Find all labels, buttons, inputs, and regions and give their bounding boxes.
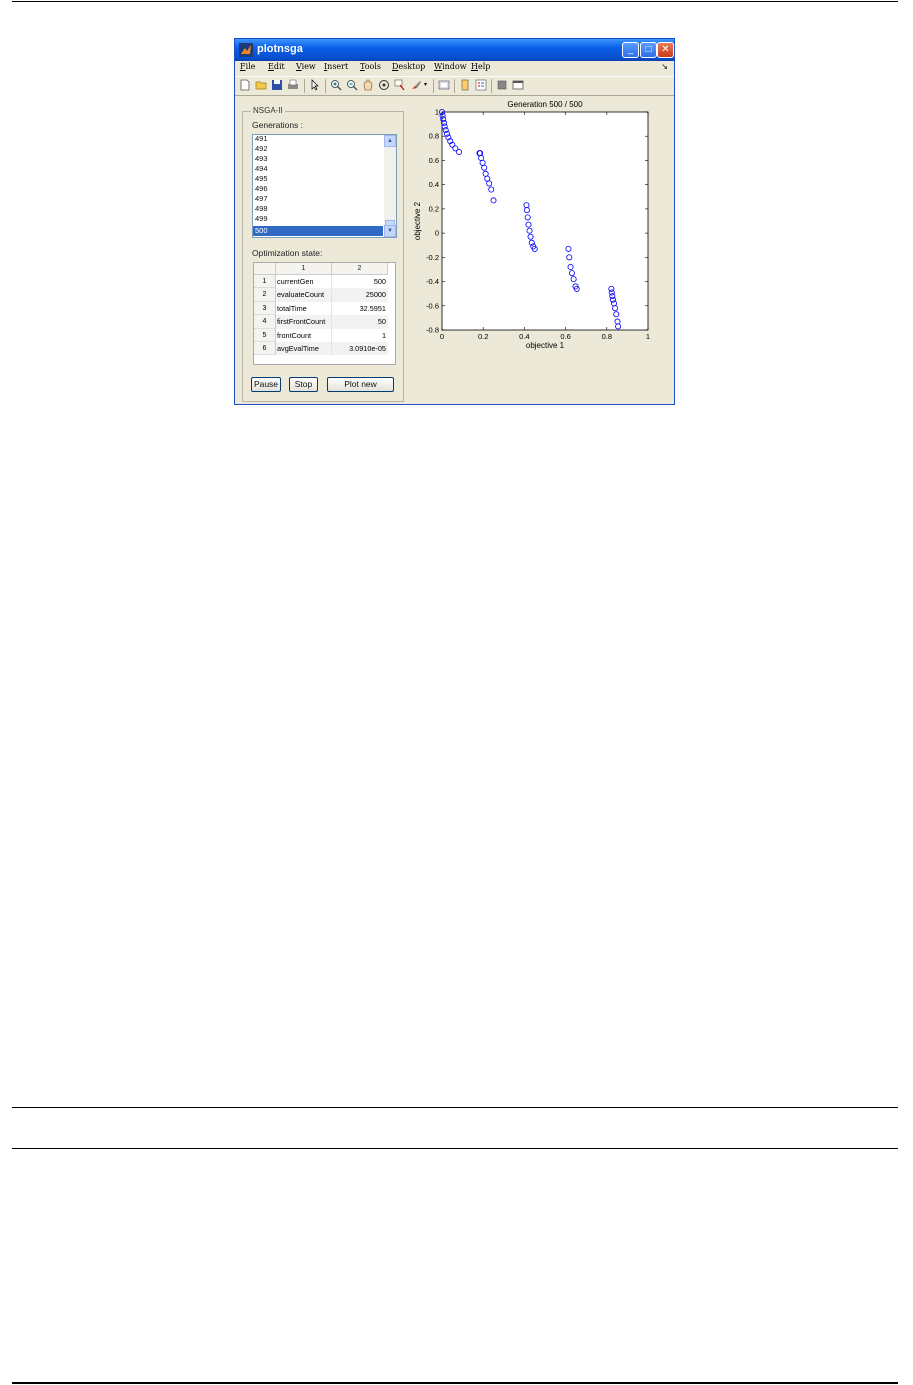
stop-button[interactable]: Stop <box>289 377 318 392</box>
x-tick-label: 0.8 <box>601 332 613 341</box>
list-item[interactable]: 494 <box>255 164 268 173</box>
optimization-state-label: Optimization state: <box>252 248 323 258</box>
list-item[interactable]: 493 <box>255 154 268 163</box>
table-cell[interactable]: currentGen <box>276 275 332 288</box>
window-title: plotnsga <box>257 43 303 55</box>
title-bar[interactable] <box>235 39 674 61</box>
list-item[interactable]: 492 <box>255 144 268 153</box>
menu-insert[interactable]: Insert <box>324 62 349 71</box>
x-tick-label: 0.4 <box>519 332 530 341</box>
y-tick-label: -0.4 <box>426 277 439 287</box>
pareto-scatter-plot <box>396 91 656 391</box>
table-cell[interactable]: 32.5951 <box>359 303 386 313</box>
table-cell[interactable]: 3.0910e-05 <box>332 342 388 355</box>
rotate-icon[interactable] <box>378 79 390 91</box>
generations-listbox[interactable] <box>252 134 397 238</box>
list-item[interactable]: 495 <box>255 174 268 183</box>
data-cursor-icon[interactable] <box>394 79 406 91</box>
dock-arrow-icon[interactable]: ↘ <box>661 62 668 71</box>
table-cell[interactable]: frontCount <box>276 329 332 342</box>
toolbar-separator <box>304 79 305 93</box>
row-header: 4 <box>254 315 276 328</box>
table-cell[interactable]: 1 <box>381 330 386 340</box>
brush-icon[interactable] <box>410 79 422 91</box>
x-tick-label: 0.2 <box>477 332 489 341</box>
menu-window[interactable]: Window <box>434 62 467 71</box>
x-tick-label: 1 <box>645 332 651 341</box>
plot-new-button[interactable]: Plot new <box>327 377 394 392</box>
row-header: 3 <box>254 302 276 315</box>
column-header[interactable]: 2 <box>332 263 388 275</box>
chevron-down-icon[interactable]: ▾ <box>424 82 428 88</box>
table-corner <box>254 263 276 275</box>
save-icon[interactable] <box>271 79 283 91</box>
x-tick-label: 0.6 <box>560 332 571 341</box>
menu-edit[interactable]: Edit <box>268 62 285 71</box>
pointer-icon[interactable] <box>309 79 321 91</box>
y-tick-label: 0.8 <box>428 131 439 141</box>
link-plot-icon[interactable] <box>438 79 450 91</box>
chart-title: Generation 500 / 500 <box>507 100 583 109</box>
table-cell[interactable]: evaluateCount <box>276 288 332 301</box>
y-axis-label: objective 2 <box>413 201 422 241</box>
list-item[interactable]: 498 <box>255 204 268 213</box>
table-cell[interactable]: avgEvalTime <box>276 342 332 355</box>
x-axis-label: objective 1 <box>525 341 565 350</box>
menu-help[interactable]: Help <box>471 62 491 71</box>
y-tick-label: -0.8 <box>426 325 439 335</box>
legend-icon[interactable] <box>475 79 487 91</box>
close-button[interactable]: ✕ <box>657 42 674 58</box>
hide-tools-icon[interactable] <box>496 79 508 91</box>
colorbar-icon[interactable] <box>459 79 471 91</box>
menu-bar <box>235 61 674 75</box>
y-tick-label: 0 <box>434 228 439 238</box>
row-header: 6 <box>254 342 276 355</box>
open-icon[interactable] <box>255 79 267 91</box>
list-item[interactable]: 497 <box>255 194 268 203</box>
table-cell[interactable]: totalTime <box>276 302 332 315</box>
menu-desktop[interactable]: Desktop <box>392 62 426 71</box>
pan-icon[interactable] <box>362 79 374 91</box>
row-header: 5 <box>254 329 276 342</box>
y-tick-label: 0.6 <box>428 155 439 165</box>
figure-content <box>236 96 673 403</box>
matlab-figure-window <box>234 38 675 405</box>
matlab-logo-icon <box>239 43 253 57</box>
bottom-rule <box>12 1382 898 1384</box>
panel-title: NSGA-II <box>253 106 283 115</box>
table-cell[interactable]: 25000 <box>332 288 388 301</box>
y-tick-label: 0.4 <box>428 180 439 190</box>
list-item[interactable]: 491 <box>255 134 268 143</box>
y-tick-label: 0.2 <box>428 204 439 214</box>
rule <box>12 1148 898 1149</box>
show-tools-icon[interactable] <box>512 79 524 91</box>
zoom-in-icon[interactable] <box>330 79 342 91</box>
column-header[interactable]: 1 <box>276 263 332 275</box>
table-cell[interactable]: 50 <box>332 315 388 328</box>
list-item[interactable]: 499 <box>255 214 268 223</box>
table-cell[interactable]: firstFrontCount <box>276 315 332 328</box>
pause-button[interactable]: Pause <box>251 377 281 392</box>
plot-axes-box <box>442 112 648 330</box>
maximize-button[interactable]: □ <box>640 42 657 58</box>
table-cell[interactable]: 500 <box>373 277 386 286</box>
scroll-down-icon[interactable]: ▼ <box>384 225 396 237</box>
print-icon[interactable] <box>287 79 299 91</box>
new-file-icon[interactable] <box>239 79 251 91</box>
list-item[interactable]: 496 <box>255 184 268 193</box>
y-tick-label: -0.6 <box>426 301 439 311</box>
optimization-state-table[interactable] <box>253 262 396 365</box>
toolbar-separator <box>325 79 326 93</box>
x-tick-label: 0 <box>439 332 445 341</box>
menu-tools[interactable]: Tools <box>360 62 382 71</box>
menu-view[interactable]: View <box>296 62 316 71</box>
top-rule <box>12 1 898 2</box>
vertical-scrollbar[interactable] <box>384 135 396 237</box>
y-tick-label: -0.2 <box>426 252 439 262</box>
y-tick-label: 1 <box>434 107 439 117</box>
selected-list-item[interactable]: 500 <box>253 226 383 236</box>
rule <box>12 1107 898 1108</box>
row-header: 2 <box>254 288 276 301</box>
minimize-button[interactable]: _ <box>622 42 639 58</box>
generations-label: Generations : <box>252 120 304 130</box>
row-header: 1 <box>254 275 276 288</box>
menu-file[interactable]: File <box>240 62 256 71</box>
zoom-out-icon[interactable] <box>346 79 358 91</box>
scroll-up-icon[interactable]: ▲ <box>384 135 396 147</box>
